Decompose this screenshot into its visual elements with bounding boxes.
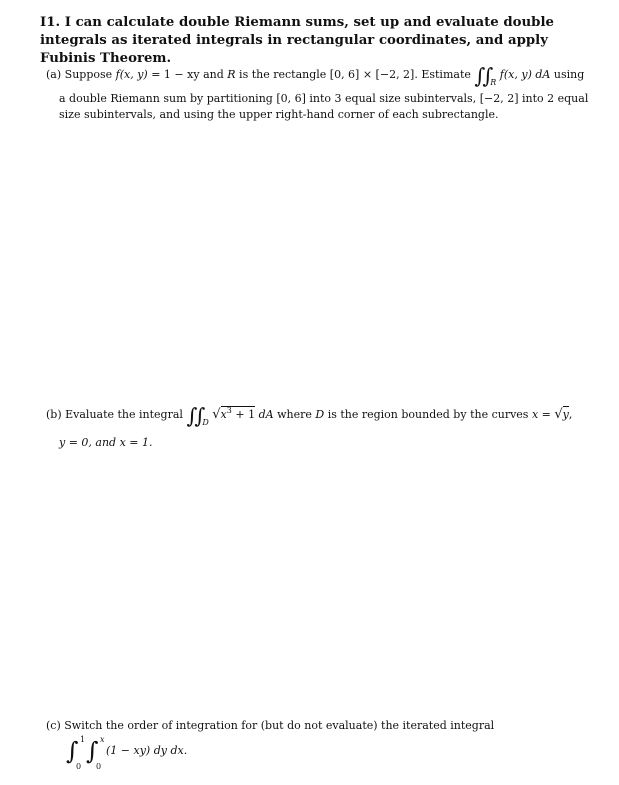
part-a-text-4: using <box>553 68 585 81</box>
outer-lower-limit: 0 <box>76 762 82 771</box>
part-a-region: R <box>227 68 236 81</box>
part-a-line-2: a double Riemann sum by partitioning [0, 6] into 3 equal size subintervals, [−2, 2] into 2 equal <box>59 92 589 105</box>
part-a <box>46 64 591 123</box>
iterated-integral <box>66 735 266 775</box>
part-a-integrand: f(x, y) dA <box>499 68 551 81</box>
part-c-label: (c) <box>46 719 61 732</box>
double-integral-symbol: ∫∫ <box>186 404 203 428</box>
part-a-line-1 <box>46 64 591 91</box>
part-a-label: (a) <box>46 68 62 81</box>
double-integral-symbol: ∫∫ <box>474 64 491 88</box>
part-b-text-2: where <box>277 408 312 421</box>
iterated-integrand: (1 − xy) dy dx. <box>106 744 188 757</box>
part-a-equation: = 1 − xy <box>151 68 200 81</box>
part-b-text-1: Evaluate the integral <box>65 408 183 421</box>
part-b-line-2: y = 0, and x = 1. <box>59 436 153 449</box>
radicand: $x^3 + 1$ <box>220 406 256 421</box>
section-heading: I1. I can calculate double Riemann sums, set up and evaluate double integrals as iterated integrals in rectangular coordinates, and apply Fubinis Theorem. <box>40 15 554 66</box>
part-a-text-2: and <box>203 68 224 81</box>
part-b-differential: dA <box>258 408 274 421</box>
integral-subscript-d: D <box>202 418 209 427</box>
sqrt-y: y <box>562 408 569 421</box>
inner-upper-limit: x <box>100 735 105 744</box>
part-a-text-1: Suppose <box>64 68 113 81</box>
part-a-line-3: size subintervals, and using the upper right-hand corner of each subrectangle. <box>59 108 499 121</box>
inner-lower-limit: 0 <box>96 762 102 771</box>
part-a-function: f(x, y) <box>115 68 148 81</box>
part-b-curve: x = <box>531 408 551 421</box>
part-b <box>46 403 591 451</box>
sqrt-symbol: √ <box>212 407 221 422</box>
part-c <box>46 718 591 734</box>
outer-upper-limit: 1 <box>80 735 86 744</box>
part-c-text: Switch the order of integration for (but do not evaluate) the iterated integral <box>64 719 495 732</box>
part-b-label: (b) <box>46 408 62 421</box>
part-b-line-1: (b) Evaluate the integral $\int\int_D$ $√x^3 + 1$ dA where D is the region bounded by the curves x = √y, <box>46 404 573 428</box>
part-a-text-3: is the rectangle [0, 6] × [−2, 2]. Estimate <box>239 68 471 81</box>
part-b-region: D <box>315 408 325 421</box>
outer-integral-symbol: ∫ <box>66 737 79 765</box>
part-b-text-3: is the region bounded by the curves <box>327 408 529 421</box>
integral-subscript-r: R <box>490 78 497 87</box>
sqrt-symbol-2: √ <box>554 407 563 422</box>
inner-integral-symbol: ∫ <box>86 737 99 765</box>
